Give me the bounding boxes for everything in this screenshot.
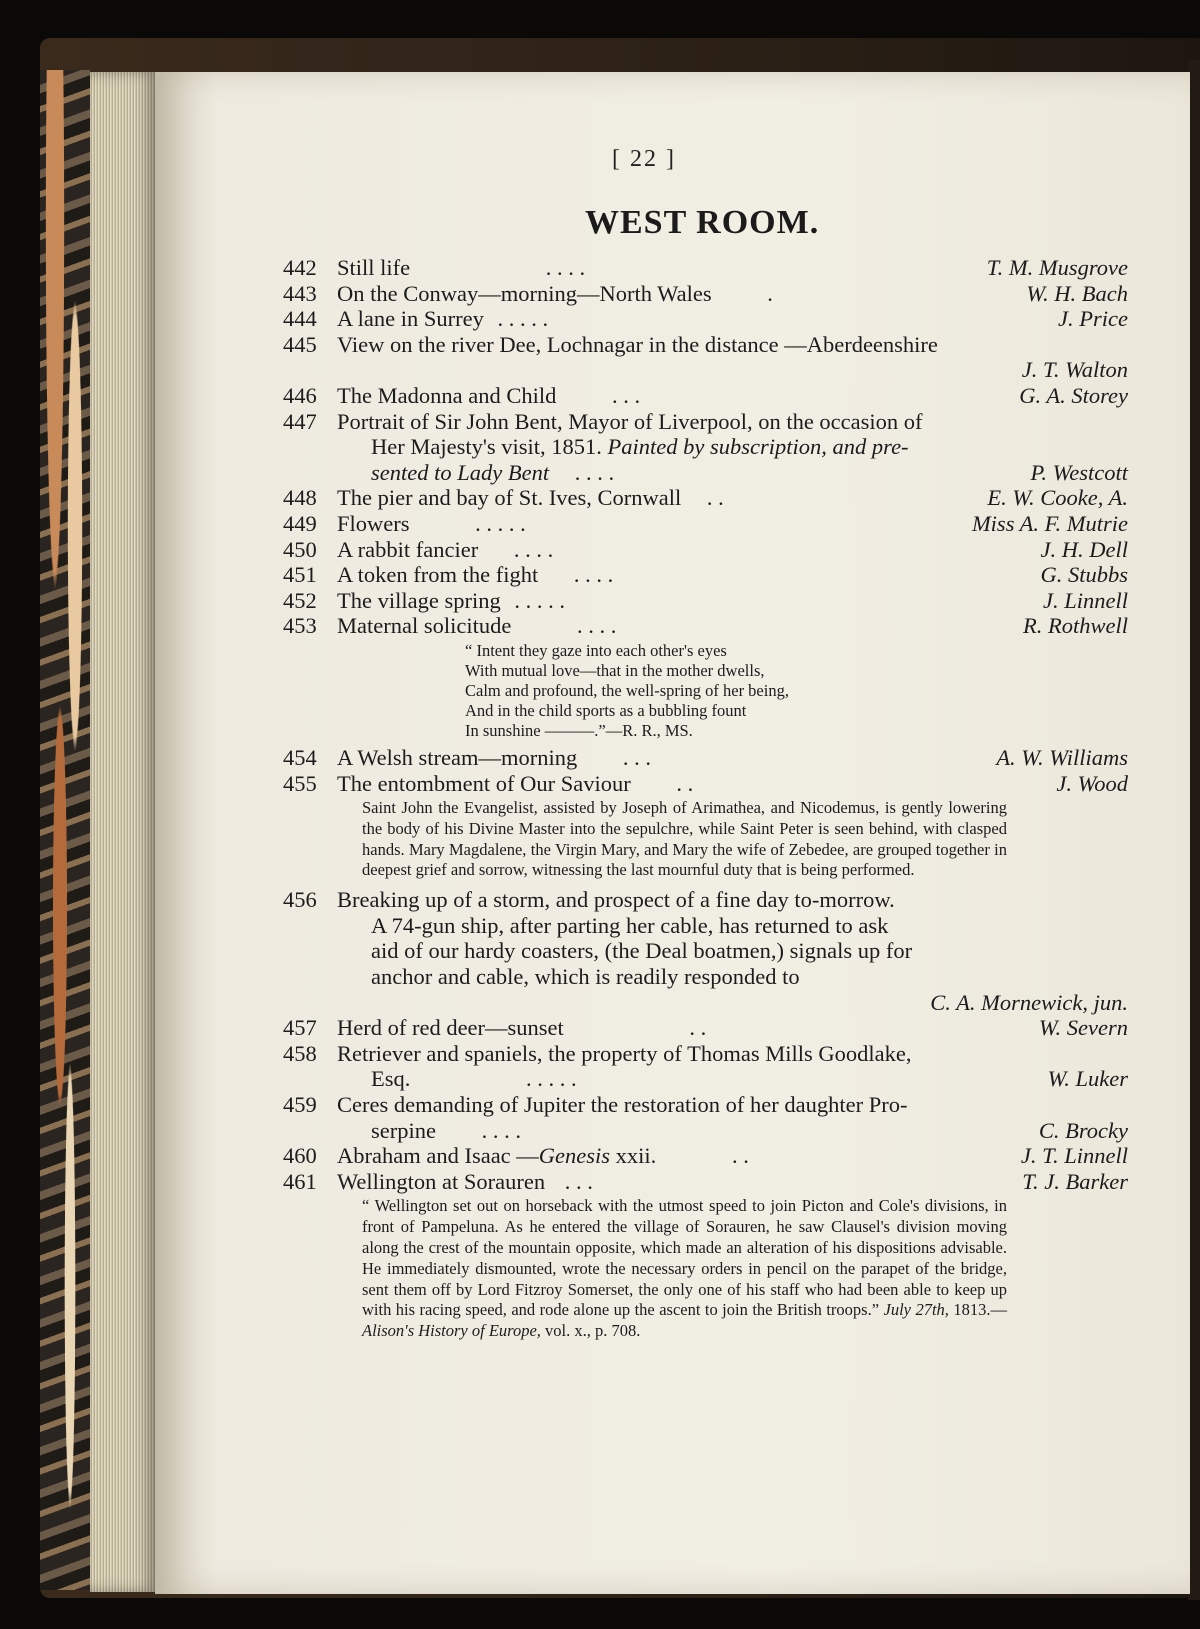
dot-leader: . . . . (574, 459, 615, 485)
entry-number: 445 (283, 331, 317, 357)
dot-leader: . . . (622, 744, 651, 770)
entry-continuation: Her Majesty's visit, 1851. Painted by subscription, and pre- (371, 434, 909, 460)
dot-leader: . . . (611, 382, 641, 408)
entry-title: A Welsh stream—morning (337, 744, 578, 770)
dot-leader: . . . . . (475, 510, 526, 536)
poem-line: In sunshine ———.”—R. R., MS. (465, 720, 693, 740)
poem-line: “ Intent they gaze into each other's eyes (465, 640, 727, 660)
dot-leader: . . (731, 1143, 749, 1169)
entry-number: 453 (283, 613, 317, 639)
catalogue-entry (283, 771, 1128, 797)
entry-description: “ Wellington set out on horseback with the utmost speed to join Picton and Cole's divisions, in front of Pampeluna. As he entered the village of Sorauren, he saw Clausel's division moving along the crest of the mountain opposite, which made an alteration of his dispositions advisable. He immediately dismounted, wrote the necessary orders in pencil on the parapet of the bridge, sent them off by Lord Fitzroy Somerset, the only one of his staff who had been able to keep up with his racing speed, and rode alone up the ascent to join the British troops.” July 27th, 1813.—Alison's History of Europe, vol. x., p. 708. (362, 1196, 1007, 1341)
dot-leader: . . . . (545, 255, 586, 280)
entry-number: 448 (283, 485, 317, 511)
dot-leader: . (767, 280, 773, 306)
entry-number: 461 (283, 1168, 317, 1194)
catalogue-entry (283, 281, 1128, 307)
dot-leader: . . . . (573, 562, 614, 588)
entry-number: 458 (283, 1040, 317, 1066)
entry-number: 454 (283, 744, 317, 770)
dot-leader: . . (676, 770, 694, 796)
catalogue-entry (283, 562, 1128, 588)
artist-name: E. W. Cooke, A. (987, 485, 1128, 511)
entry-title: Abraham and Isaac —Genesis xxii. (337, 1143, 657, 1169)
catalogue-entry (283, 485, 1128, 511)
catalogue-entry (283, 613, 1128, 639)
artist-name: A. W. Williams (996, 744, 1128, 770)
artist-name: J. Wood (1056, 770, 1128, 796)
entry-continuation: aid of our hardy coasters, (the Deal boatmen,) signals up for (371, 938, 913, 964)
catalogue-entry (283, 332, 1128, 358)
artist-name: J. Linnell (1043, 587, 1128, 613)
entry-title: A token from the fight (337, 562, 539, 588)
catalogue-entry (283, 1143, 1128, 1169)
catalogue-entry (283, 511, 1128, 537)
entry-number: 444 (283, 306, 317, 332)
entry-number: 459 (283, 1092, 317, 1118)
catalogue-entry (283, 255, 1128, 281)
entry-number: 460 (283, 1143, 317, 1169)
entry-title: Ceres demanding of Jupiter the restoration of her daughter Pro- (337, 1092, 908, 1118)
artist-name: J. Price (1058, 306, 1128, 332)
artist-name: T. J. Barker (1022, 1168, 1128, 1194)
dot-leader: . . (706, 485, 724, 511)
page-edges (90, 72, 158, 1592)
catalogue-entry (283, 409, 1128, 435)
catalogue-entry (283, 306, 1128, 332)
artist-name: P. Westcott (1030, 459, 1128, 485)
poem-line: Calm and profound, the well-spring of her being, (465, 680, 789, 700)
room-title: WEST ROOM. (585, 204, 820, 241)
dot-leader: . . . . (513, 536, 554, 562)
dot-leader: . . . . . (497, 306, 549, 332)
entry-title: The Madonna and Child (337, 382, 557, 408)
entry-title: The entombment of Our Saviour (337, 770, 631, 796)
catalogue-entry (283, 1041, 1128, 1067)
entry-number: 452 (283, 587, 317, 613)
catalogue-entry (283, 745, 1128, 771)
artist-name: T. M. Musgrove (986, 255, 1128, 280)
entry-continuation: A 74-gun ship, after parting her cable, has returned to ask (371, 912, 889, 938)
artist-name: Miss A. F. Mutrie (971, 510, 1128, 536)
entry-continuation: Esq. . . . . . W. Luker (371, 1066, 1128, 1092)
artist-name: G. A. Storey (1019, 382, 1128, 408)
entry-title: Still life (337, 255, 411, 280)
entry-title: Breaking up of a storm, and prospect of a fine day to-morrow. (337, 887, 895, 913)
artist-name: W. H. Bach (1026, 280, 1128, 306)
artist-name: W. Severn (1038, 1015, 1128, 1041)
catalogue-entries (283, 255, 1128, 1348)
entry-continuation: sented to Lady Bent . . . . P. Westcott (371, 459, 1128, 485)
dot-leader: . . . . . (526, 1066, 577, 1092)
page-number: [ 22 ] (612, 146, 676, 172)
entry-title: Maternal solicitude (337, 613, 512, 639)
catalogue-entry (283, 383, 1128, 409)
entry-continuation: anchor and cable, which is readily responded to (371, 964, 800, 990)
entry-title: The pier and bay of St. Ives, Cornwall (337, 485, 682, 511)
catalogue-entry (283, 537, 1128, 563)
entry-description: Saint John the Evangelist, assisted by Joseph of Arimathea, and Nicodemus, is gently lowering the body of his Divine Master into the sepulchre, while Saint Peter is seen behind, with clasped hands. Mary Magdalene, the Virgin Mary, and Mary the wife of Zebedee, are grouped together in deepest grief and sorrow, witnessing the last mournful duty that is being performed. (362, 798, 1007, 880)
artist-name: J. T. Linnell (1020, 1143, 1128, 1169)
catalogue-entry (283, 1015, 1128, 1041)
entry-number: 457 (283, 1015, 317, 1041)
entry-number: 455 (283, 770, 317, 796)
dot-leader: . . . . . (514, 587, 565, 613)
entry-title: Flowers (337, 510, 410, 536)
entry-title: Herd of red deer—sunset (337, 1015, 564, 1041)
catalogue-entry (283, 887, 1128, 913)
entry-title: Portrait of Sir John Bent, Mayor of Liverpool, on the occasion of (337, 408, 923, 434)
entry-number: 446 (283, 382, 317, 408)
entry-title: Retriever and spaniels, the property of Thomas Mills Goodlake, (337, 1040, 912, 1066)
entry-title: A lane in Surrey (337, 306, 484, 332)
dot-leader: . . . . (576, 613, 617, 639)
entry-number: 443 (283, 280, 317, 306)
entry-title: A rabbit fancier (337, 536, 479, 562)
poem-quote (283, 641, 1128, 741)
entry-number: 456 (283, 887, 317, 913)
catalogue-entry (283, 1169, 1128, 1195)
entry-number: 450 (283, 536, 317, 562)
entry-number: 447 (283, 408, 317, 434)
artist-name: W. Luker (1047, 1066, 1128, 1092)
artist-name: C. Brocky (1038, 1117, 1128, 1143)
entry-continuation: serpine . . . . C. Brocky (371, 1117, 1128, 1143)
entry-number: 449 (283, 510, 317, 536)
entry-number: 451 (283, 562, 317, 588)
artist-name: C. A. Mornewick, jun. (930, 989, 1128, 1015)
artist-name: G. Stubbs (1040, 562, 1128, 588)
entry-title: The village spring (337, 587, 501, 613)
dot-leader: . . (689, 1015, 707, 1041)
artist-name: J. T. Walton (1021, 357, 1128, 383)
poem-line: With mutual love—that in the mother dwells, (465, 660, 765, 680)
entry-title: View on the river Dee, Lochnagar in the distance —Aberdeenshire (337, 331, 938, 357)
poem-line: And in the child sports as a bubbling fount (465, 700, 747, 720)
entry-title: Wellington at Sorauren (337, 1168, 546, 1194)
catalogue-entry (283, 1092, 1128, 1118)
artist-name: J. H. Dell (1040, 536, 1128, 562)
dot-leader: . . . . (481, 1117, 521, 1143)
dot-leader: . . . (564, 1168, 593, 1194)
catalogue-entry (283, 588, 1128, 614)
marbled-endpaper (40, 70, 90, 1590)
artist-name: R. Rothwell (1023, 613, 1128, 639)
entry-number: 442 (283, 255, 317, 280)
entry-title: On the Conway—morning—North Wales (337, 280, 712, 306)
